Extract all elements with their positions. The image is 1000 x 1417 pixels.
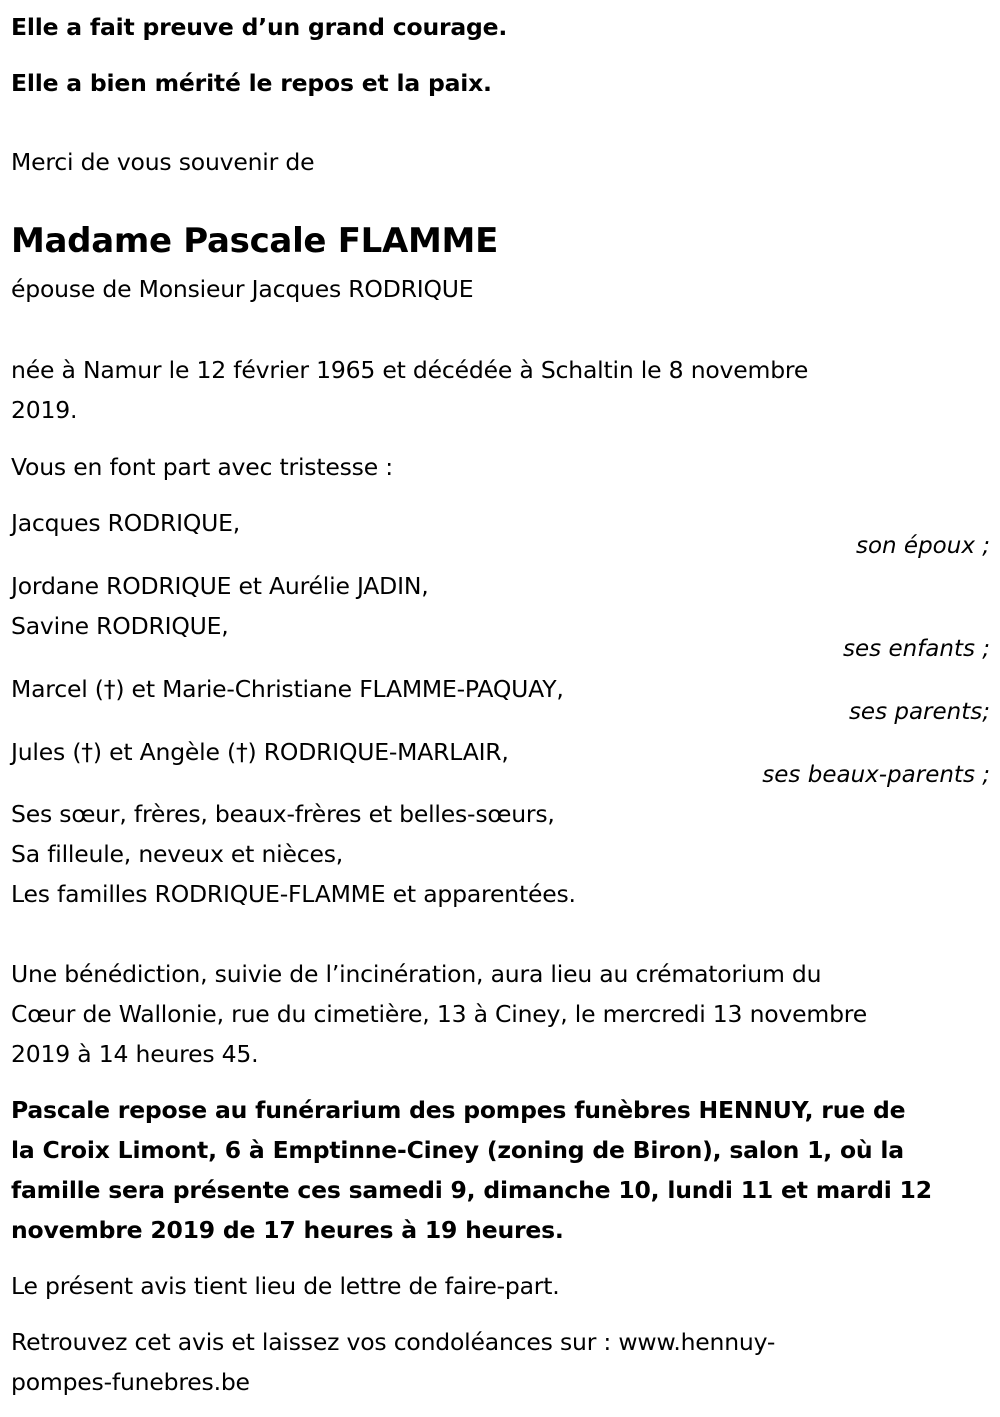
birth-death-line-1: née à Namur le 12 février 1965 et décédée à Schaltin le 8 novembre bbox=[11, 356, 809, 384]
birth-death-line-2: 2019. bbox=[11, 396, 78, 424]
epitaph-line-2: Elle a bien mérité le repos et la paix. bbox=[11, 69, 492, 97]
ceremony-line: Une bénédiction, suivie de l’incinération, aura lieu au crématorium du bbox=[11, 960, 822, 988]
family-name: Jordane RODRIQUE et Aurélie JADIN, bbox=[11, 572, 429, 600]
announcement-text: Vous en font part avec tristesse : bbox=[11, 453, 393, 481]
condolences-line-2[interactable]: pompes-funebres.be bbox=[11, 1368, 250, 1396]
deceased-name: Madame Pascale FLAMME bbox=[11, 221, 499, 261]
ceremony-line: Cœur de Wallonie, rue du cimetière, 13 à Ciney, le mercredi 13 novembre bbox=[11, 1000, 868, 1028]
condolences-line-1[interactable]: Retrouvez cet avis et laissez vos condoléances sur : www.hennuy- bbox=[11, 1328, 776, 1356]
family-name: Marcel (†) et Marie-Christiane FLAMME-PAQUAY, bbox=[11, 675, 564, 703]
family-relation: son époux ; bbox=[855, 533, 990, 559]
ceremony-line: 2019 à 14 heures 45. bbox=[11, 1040, 259, 1068]
family-name: Jacques RODRIQUE, bbox=[11, 509, 241, 537]
visitation-line: la Croix Limont, 6 à Emptinne-Ciney (zoning de Biron), salon 1, où la bbox=[11, 1136, 904, 1164]
extended-family-line: Sa filleule, neveux et nièces, bbox=[11, 840, 344, 868]
family-relation: ses beaux-parents ; bbox=[762, 762, 990, 788]
visitation-line: famille sera présente ces samedi 9, dimanche 10, lundi 11 et mardi 12 bbox=[11, 1176, 932, 1204]
intro-text: Merci de vous souvenir de bbox=[11, 148, 315, 176]
visitation-line: novembre 2019 de 17 heures à 19 heures. bbox=[11, 1216, 564, 1244]
spouse-line: épouse de Monsieur Jacques RODRIQUE bbox=[11, 275, 474, 303]
notice-text: Le présent avis tient lieu de lettre de faire-part. bbox=[11, 1272, 560, 1300]
family-name: Jules (†) et Angèle (†) RODRIQUE-MARLAIR, bbox=[11, 738, 509, 766]
epitaph-line-1: Elle a fait preuve d’un grand courage. bbox=[11, 13, 508, 41]
extended-family-line: Ses sœur, frères, beaux-frères et belles-sœurs, bbox=[11, 800, 555, 828]
family-name: Savine RODRIQUE, bbox=[11, 612, 229, 640]
family-relation: ses parents; bbox=[848, 699, 990, 725]
family-relation: ses enfants ; bbox=[843, 636, 990, 662]
extended-family-line: Les familles RODRIQUE-FLAMME et apparentées. bbox=[11, 880, 576, 908]
visitation-line: Pascale repose au funérarium des pompes funèbres HENNUY, rue de bbox=[11, 1096, 906, 1124]
